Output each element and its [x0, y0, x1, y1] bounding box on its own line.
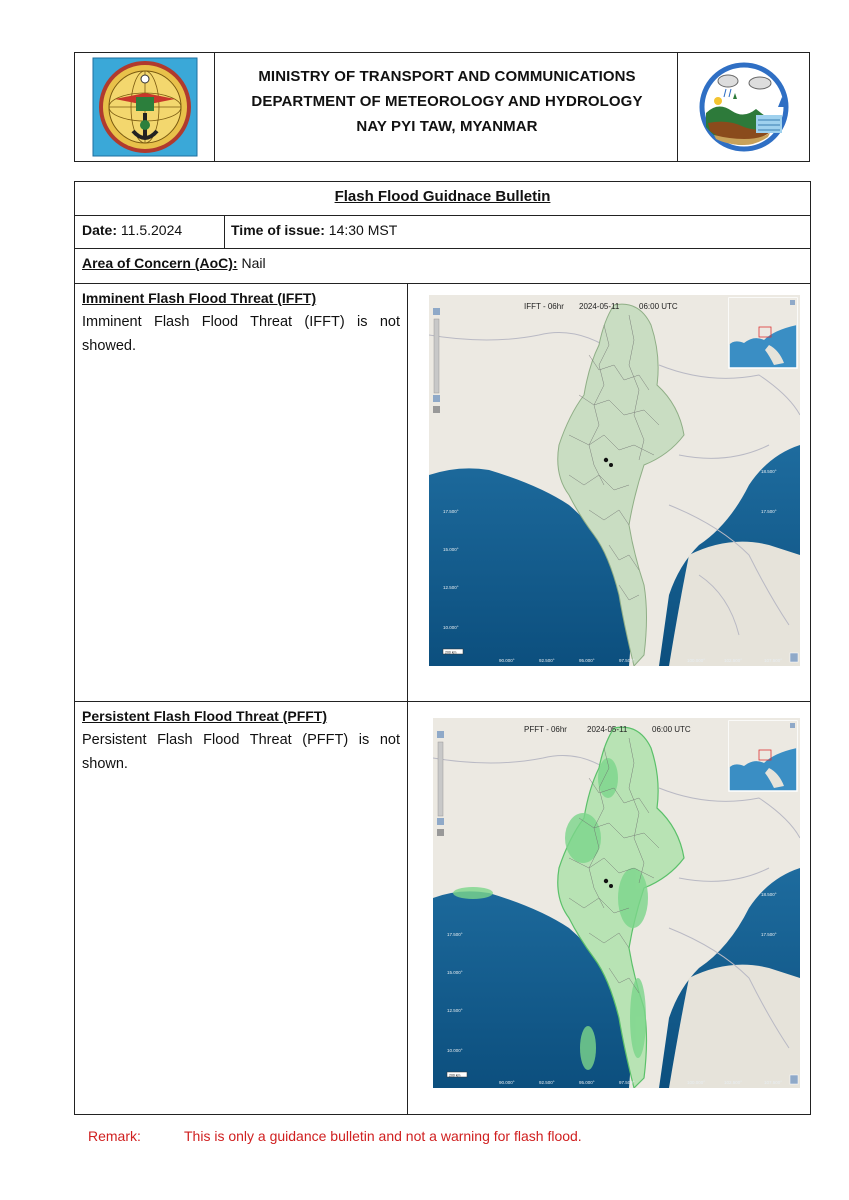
date-label: Date: — [82, 222, 118, 238]
ifft-lat-tick: 17.500° — [443, 509, 459, 514]
ifft-inset-map[interactable] — [729, 298, 797, 368]
ifft-section — [82, 290, 400, 358]
ifft-zoom-out-icon[interactable] — [433, 395, 440, 402]
ifft-layer-icon[interactable] — [433, 406, 440, 413]
area-label: Area of Concern (AoC): — [82, 255, 238, 271]
date-cell — [82, 222, 182, 238]
ifft-zoom-in-icon[interactable] — [433, 308, 440, 315]
pfft-right-lat: 17.500° — [761, 932, 777, 937]
pfft-scale-text: 200 km — [449, 1073, 461, 1078]
ifft-lon-tick: 100.000° — [687, 658, 706, 663]
bulletin-title: Flash Flood Guidnace Bulletin — [334, 188, 551, 205]
pfft-map[interactable] — [433, 718, 800, 1088]
time-cell — [231, 222, 397, 238]
pfft-lat-tick: 10.000° — [447, 1048, 463, 1053]
pfft-inset-map[interactable] — [729, 721, 797, 791]
ifft-lon-tick: 90.000° — [499, 658, 515, 663]
remark-label: Remark: — [88, 1128, 141, 1144]
pfft-map-date: 2024-05-11 — [587, 725, 628, 734]
letterhead — [74, 52, 810, 162]
pfft-map-label: PFFT - 06hr — [524, 725, 567, 734]
ifft-map-date: 2024-05-11 — [579, 302, 620, 311]
ifft-lon-tick: 92.500° — [539, 658, 555, 663]
pfft-right-lat: 18.500° — [761, 892, 777, 897]
pfft-zoom-slider[interactable] — [438, 742, 443, 816]
pfft-heading: Persistent Flash Flood Threat (PFFT) — [82, 708, 328, 724]
ifft-lat-tick: 15.000° — [443, 547, 459, 552]
pfft-lon-tick: 97.500° — [619, 1080, 635, 1085]
right-logo-cell — [677, 53, 809, 161]
pfft-lat-tick: 15.000° — [447, 970, 463, 975]
remark — [88, 1128, 582, 1144]
pfft-lon-tick: 95.000° — [579, 1080, 595, 1085]
pfft-lon-tick: 100.000° — [687, 1080, 706, 1085]
pfft-map-time: 06:00 UTC — [652, 725, 691, 734]
ifft-scale-text: 200 km — [445, 650, 457, 655]
ifft-right-lat: 18.500° — [761, 469, 777, 474]
time-value: 14:30 MST — [328, 222, 398, 238]
left-logo-cell — [75, 53, 215, 161]
remark-text: This is only a guidance bulletin and not a warning for flash flood. — [184, 1128, 582, 1144]
ifft-lat-tick: 12.500° — [443, 585, 459, 590]
pfft-lon-tick: 107.500° — [764, 1080, 783, 1085]
area-cell — [82, 255, 266, 271]
ifft-right-lat: 17.500° — [761, 509, 777, 514]
ifft-heading: Imminent Flash Flood Threat (IFFT) — [82, 290, 317, 306]
ifft-info-icon[interactable] — [790, 653, 798, 662]
ifft-lon-tick: 107.500° — [764, 658, 783, 663]
hydrological-cycle-logo-icon — [678, 53, 809, 161]
pfft-zoom-out-icon[interactable] — [437, 818, 444, 825]
department-name: DEPARTMENT OF METEOROLOGY AND HYDROLOGY — [251, 93, 643, 110]
ifft-lon-tick: 97.500° — [619, 658, 635, 663]
pfft-lon-tick: 102.500° — [724, 1080, 743, 1085]
ifft-lon-tick: 95.000° — [579, 658, 595, 663]
pfft-lon-tick: 90.000° — [499, 1080, 515, 1085]
pfft-info-icon[interactable] — [790, 1075, 798, 1084]
ifft-lat-tick: 10.000° — [443, 625, 459, 630]
ifft-body: Imminent Flash Flood Threat (IFFT) is not showed. — [82, 314, 400, 354]
pfft-lat-tick: 12.500° — [447, 1008, 463, 1013]
area-value: Nail — [241, 255, 266, 271]
ifft-map[interactable] — [429, 295, 800, 666]
office-location: NAY PYI TAW, MYANMAR — [356, 118, 538, 135]
pfft-lat-tick: 17.500° — [447, 932, 463, 937]
pfft-body: Persistent Flash Flood Threat (PFFT) is not shown. — [82, 732, 400, 772]
date-value: 11.5.2024 — [120, 222, 183, 238]
pfft-layer-icon[interactable] — [437, 829, 444, 836]
ifft-map-time: 06:00 UTC — [639, 302, 678, 311]
pfft-lon-tick: 92.500° — [539, 1080, 555, 1085]
pfft-section — [82, 708, 400, 776]
pfft-zoom-in-icon[interactable] — [437, 731, 444, 738]
ifft-lon-tick: 102.500° — [724, 658, 743, 663]
ministry-name: MINISTRY OF TRANSPORT AND COMMUNICATIONS — [258, 68, 636, 85]
letterhead-text — [215, 53, 679, 161]
ifft-map-label: IFFT - 06hr — [524, 302, 564, 311]
ministry-emblem-icon — [75, 53, 214, 161]
ifft-zoom-slider[interactable] — [434, 319, 439, 393]
time-label: Time of issue: — [231, 222, 325, 238]
